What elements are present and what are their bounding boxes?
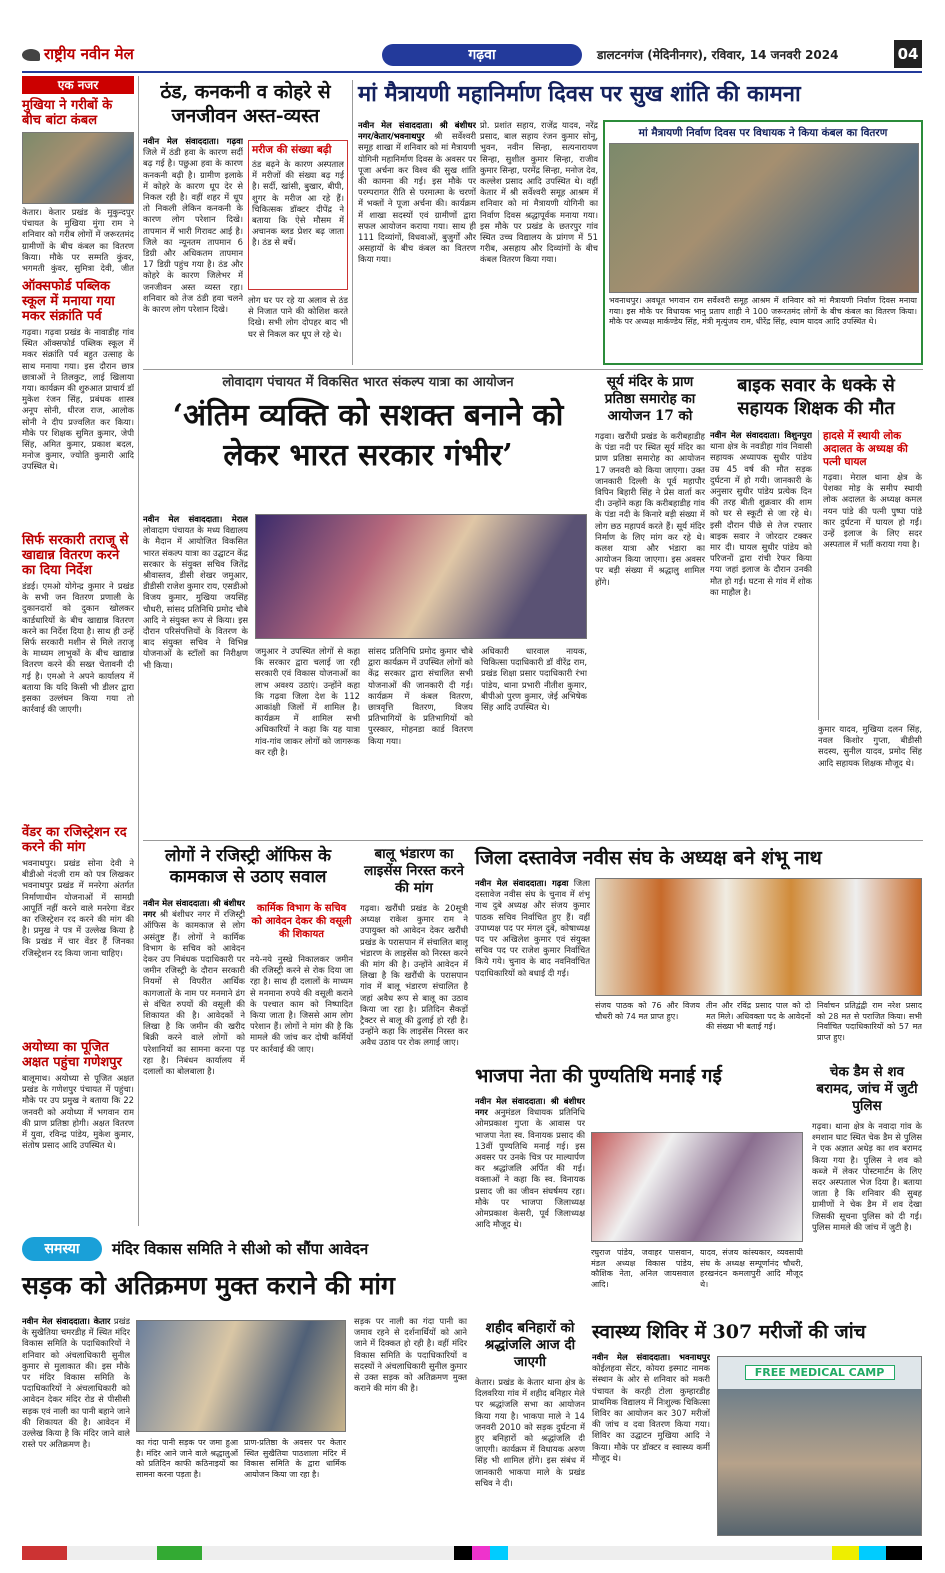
article-maitrayani-col-1 [358, 120, 476, 364]
article-bike-text [710, 430, 812, 834]
sidebar-story-4-text: भवनाथपुर। प्रखंड सोना देवी ने बीडीओ नंदजी राम को पत्र लिखकर भवनाथपुर प्रखंड में मनरेगा अंतर्गत निर्माणाधीन योजनाओं में सामग्री आपूर्ति नहीं करने वाले मनरेगा वेंडर का रजिस्ट्रेशन रद करने की मांग की है। प्रमुख ने पत्र में उल्लेख किया है कि प्रखंड में चार वेंडर हैं जिनका रजिस्ट्रेशन रद किया जाना चाहिए। [22, 858, 134, 958]
health-camp-banner: FREE MEDICAL CAMP [745, 1365, 895, 1380]
samasya-kicker: मंदिर विकास समिति ने सीओ को सौंपा आवेदन [112, 1240, 369, 1258]
article-lead-col-4: अधिकारी धारवाल नायक, चिकित्सा पदाधिकारी डॉ वीरेंद्र राम, प्रखंड शिक्षा प्रसार पदाधिकारी रंभा पांडेय, थाना प्रभारी नीतीश कुमार, बीपीओ पुरण कुमार, जेई अभिषेक सिंह आदि उपस्थित थे। [481, 646, 587, 713]
article-health-byline: नवीन मेल संवाददाता। भवनाथपुर [592, 1352, 710, 1362]
article-bjp-text [475, 1096, 585, 1314]
sidebar-story-1-text: केतार। केतार प्रखंड के मुकुन्दपुर पंचायत के मुखिया मुंगा राम ने शनिवार को गरीब लोगों में जरूरतमंद ग्रामीणों के बीच कंबल का वितरण किया। मौके पर सम्मति कुंवर, भगमती कुंवर, सुमित्रा देवी, जीत [22, 207, 134, 273]
column-divider [352, 80, 353, 365]
article-road-body: प्रखंड के सुखैतिया चमरडीह में स्थित मंदिर विकास समिति के पदाधिकारियों ने शनिवार को अंचलाधिकारी सुनील कुमार से मुलाकात की। इस मौके पर मंदिर विकास समिति के पदाधिकारियों ने अंचलाधिकारी को आवेदन देकर मंदिर रोड से पीसीसी सड़क एवं नाली का पानी बहाने जाने की शिकायत की है। आवेदन में उल्लेख किया है कि मंदिर जाने वाले रास्ते पर अतिक्रमण है। [22, 1316, 130, 1450]
article-sand-text: गढ़वा। खरौंधी प्रखंड के 20सूत्री अध्यक्ष राकेश कुमार राम ने उपायुक्त को आवेदन देकर खरौंधी प्रखंड के परासपान में संचालित बालू भंडारण के लाइसेंस को निरस्त करने की मांग की है। उन्होंने आवेदन में लिखा है कि खरौंधी के परासपान गांव में बालू भंडारण संचालित है जहां अवैध रूप से बालू का उठाव किया जा रहा है। प्रतिदिन सैकड़ों ट्रैक्टर से बालू की ढुलाई हो रही है। उन्होंने कहा कि लाइसेंस निरस्त कर अवैध उठाव पर रोक लगाई जाए। [360, 903, 468, 1048]
article-health-camp [592, 1320, 922, 1540]
article-bike-headline: बाइक सवार के धक्के से सहायक शिक्षक की मौत [737, 375, 895, 419]
article-cold-box [248, 140, 348, 290]
article-health-photo [717, 1356, 922, 1536]
article-union-byline: नवीन मेल संवाददाता। गढ़वा [475, 878, 569, 888]
article-cold-byline: नवीन मेल संवाददाता। गढ़वा [143, 136, 243, 146]
article-bike-body: थाना क्षेत्र के नवडीहा गांव निवासी सहायक अध्यापक सुधीर पांडेय उम्र 45 वर्ष की मौत सड़क दुर्घटना में हो गयी। जानकारी के अनुसार सुधीर पांडेय प्रत्येक दिन की तरह बीती शुक्रवार की शाम को घर से स्कूटी से जा रहे थे। इसी दौरान पीछे से तेज रफ्तार बाइक सवार ने जोरदार टक्कर मार दी। घायल सुधीर पांडेय को परिजनों द्वारा रांची रेफर किया गया जहां इलाज के दौरान उनकी मौत हो गई। घटना से गांव में शोक का माहौल है। [710, 441, 812, 597]
article-road-encroachment [22, 1270, 467, 1540]
sidebar-story-1-photo [22, 132, 134, 204]
masthead-rule [22, 71, 922, 73]
article-maitrayani-col-1-body: श्री सर्वेश्वरी समूह शाखा में शनिवार को मां मैत्रायणी योगिनी महानिर्माण दिवस के अवसर पर पूजा अर्चना कर विश्व की सुख शांति की कामना की गई। इस मौके पर परम्परागत रीति से परमात्मा के चरणों में भक्तों ने पूजा अर्चना की। कार्यक्रम में शाखा सदस्यों एवं ग्रामीणों द्वारा सफल आयोजन कराया गया। साथ ही 111 दिव्यांगों, विधवाओं, बुजुर्गों और असहायों के बीच कंबल का वितरण किया गया। [358, 131, 476, 265]
article-bike-byline: नवीन मेल संवाददाता। विशुनपुरा [710, 430, 812, 440]
registration-color-bar [22, 1546, 922, 1560]
article-road-caption-2: प्राण-प्रतिष्ठा के अवसर पर केतार स्थित सुखैतिया पाठशाला मंदिर में विकास समिति के द्वारा धार्मिक आयोजन किया जा रहा है। [244, 1438, 346, 1479]
sidebar-tag: एक नजर [22, 76, 134, 94]
article-lead-photo [255, 514, 587, 639]
article-checkdam-text: गढ़वा। थाना क्षेत्र के नवादा गांव के श्मशान घाट स्थित चेक डैम से पुलिस ने एक अज्ञात अधेड़ का शव बरामद किया गया है। पुलिस ने शव को कब्जे में लेकर पोस्टमार्टम के लिए सदर अस्पताल भेज दिया है। बताया जाता है कि शनिवार की सुबह ग्रामीणों ने चेक डैम में शव देखा जिसकी सूचना पुलिस को दी गई। पुलिस मामले की जांच में जुटी है। [812, 1121, 922, 1232]
article-union-photo [595, 878, 922, 996]
article-martyrs-text: केतार। प्रखंड के केतार थाना क्षेत्र के दिलवरिया गांव में शहीद बनिहार मेले पर श्रद्धांजलि सभा का आयोजन किया गया है। भाकपा माले ने 14 जनवरी 2010 को सड़क दुर्घटना में हुए बनिहारों को श्रद्धांजलि दी जाएगी। कार्यक्रम में विधायक अरुण सिंह भी शामिल होंगे। इस संबंध में जानकारी भाकपा माले के प्रखंड सचिव ने दी। [475, 1377, 585, 1488]
dateline: डालटनगंज (मेदिनीनगर), रविवार, 14 जनवरी 2024 [597, 48, 839, 62]
article-cold-box-title: मरीज की संख्या बढ़ी [252, 144, 332, 156]
sidebar-story-3-title: सिर्फ सरकारी तराजू से खाद्यान्न वितरण करने का दिया निर्देश [22, 533, 129, 578]
article-union-caption-3: निर्वाचन प्रतिद्वंद्वी राम नरेश प्रसाद को 28 मत से पराजित किया। सभी निर्वाचित पदाधिकारियों को 57 मत प्राप्त हुए। [817, 1001, 922, 1042]
sidebar-divider [138, 76, 139, 1226]
article-maitrayani [358, 80, 923, 365]
article-union-body: जिला दस्तावेज नवीस संघ के चुनाव में शंभू नाथ दुबे अध्यक्ष और संजय कुमार पाठक सचिव निर्वाचित हुए हैं। वहीं उपाध्यक्ष पद पर मंगल दुबे, कोषाध्यक्ष पद पर अखिलेश कुमार एवं संयुक्त सचिव पद पर राजेश कुमार निर्वाचित किये गये। चुनाव के बाद नवनिर्वाचित पदाधिकारियों को बधाई दी गई। [475, 878, 590, 978]
article-bjp-body: अनुमंडल विधायक प्रतिनिधि ओमप्रकाश गुप्ता के आवास पर भाजपा नेता स्व. विनायक प्रसाद की 13वीं पुण्यतिथि मनाई गई। इस अवसर पर उनके चित्र पर माल्यार्पण कर श्रद्धांजलि अर्पित की गई। वक्ताओं ने कहा कि स्व. विनायक प्रसाद जी का जीवन संघर्षमय रहा। मौके पर भाजपा जिलाध्यक्ष ओमप्रकाश केसरी, पूर्व जिलाध्यक्ष आदि मौजूद थे। [475, 1107, 585, 1230]
article-registry-byline: नवीन मेल संवाददाता। श्री बंशीधर नगर [143, 898, 245, 920]
article-surya-text: गढ़वा। खरौंधी प्रखंड के करीबहाडीह के पंडा नदी पर स्थित सूर्य मंदिर का प्राण प्रतिष्ठा समारोह का आयोजन 17 जनवरी को किया जाएगा। उक्त जानकारी दिल्ली के पूर्व महापौर विपिन बिहारी सिंह ने प्रेस वार्ता कर दी। उन्होंने कहा कि करीबहाडीह गांव के पंडा नदी के किनारे बड़ी संख्या में लोग छठ महापर्व करते हैं। सूर्य मंदिर निर्माण के लिए मांग कर रहे थे। कलश यात्रा और भंडारा का आयोजन किया जाएगा। इस अवसर पर बड़ी संख्या में श्रद्धालु शामिल होंगे। [595, 431, 705, 587]
article-bjp-caption-1: रघुराज पांडेय, जवाहर पासवान, मंडल अध्यक्ष विकास पांडेय, कौशिक नेता, अनिल जायसवाल आदि। [591, 1248, 694, 1289]
article-bike-text-2: कुमार यादव, मुखिया दलन सिंह, नवल किशोर गुप्ता, बीडीसी सदस्य, सुनील यादव, प्रमोद सिंह आदि सहायक शिक्षक मौजूद थे। [818, 724, 922, 768]
article-bjp-headline: भाजपा नेता की पुण्यतिथि मनाई गई [475, 1065, 722, 1087]
article-martyrs-headline: शहीद बनिहारों को श्रद्धांजलि आज दी जाएगी [484, 1320, 576, 1370]
page-number: 04 [894, 40, 922, 68]
article-bjp-anniversary [475, 1064, 805, 1314]
article-maitrayani-photo-box [603, 120, 923, 365]
article-sand-license [360, 846, 468, 1229]
article-bjp-photo [591, 1132, 803, 1242]
sidebar [22, 76, 134, 1226]
article-maitrayani-photo [609, 143, 919, 293]
article-document-union [475, 846, 922, 1056]
article-cold-weather [143, 80, 348, 365]
article-maitrayani-headline: मां मैत्रायणी महानिर्माण दिवस पर सुख शांति की कामना [358, 81, 801, 107]
article-bike-accident [710, 374, 922, 834]
article-bike-box [818, 430, 922, 720]
brand-logo [22, 44, 134, 64]
article-registry-text-2: नये-नये नुस्खे निकालकर जमीन की रजिस्ट्री करने से रोक दिया जा रहा है। साथ ही दलालों के माध्यम से मनमाना रुपये की वसूली कराने के पश्चात काम को निष्पादित किया जाता है। जिससे आम लोग परेशान हैं। लोगों ने मांग की है कि मामले की जांच कर दोषी कर्मियों पर कार्रवाई की जाए। [250, 954, 353, 1054]
article-martyrs [475, 1320, 585, 1540]
article-check-dam [812, 1064, 922, 1314]
article-health-headline: स्वास्थ्य शिविर में 307 मरीजों की जांच [592, 1321, 866, 1343]
sidebar-story-5-text: बालूमाथ। अयोध्या से पूजित अक्षत प्रखंड के गणेशपुर पंचायत में पहुंचा। मौके पर उप प्रमुख ने बताया कि 22 जनवरी को अयोध्या में भगवान राम की प्राण प्रतिष्ठा होगी। अक्षत वितरण में युवा, रविन्द्र पांडेय, मुकेश कुमार, संतोष प्रसाद आदि उपस्थित थे। [22, 1073, 134, 1151]
article-lead-headline: ‘अंतिम व्यक्ति को सशक्त बनाने को लेकर भारत सरकार गंभीर’ [172, 398, 564, 473]
article-registry-text [143, 898, 245, 1228]
article-surya-mandir [595, 374, 705, 834]
article-bike-box-text: गढ़वा। मेराल थाना क्षेत्र के पेशका मोड़ के समीप स्थायी लोक अदालत के अध्यक्ष कमल नयन पांडे की पत्नी पुष्पा पांडे कार दुर्घटना में घायल हो गईं। उन्हें इलाज के लिए सदर अस्पताल में भर्ती कराया गया है। [823, 472, 922, 550]
sidebar-story-2-title: ऑक्सफोर्ड पब्लिक स्कूल में मनाया गया मकर संक्रांति पर्व [22, 279, 115, 324]
article-sand-headline: बालू भंडारण का लाइसेंस निरस्त करने की मांग [364, 846, 464, 896]
article-lead-kicker: लोवादाग पंचायत में विकसित भारत संकल्प यात्रा का आयोजन [222, 375, 514, 390]
article-cold-box-text: ठंड बढ़ने के कारण अस्पताल में मरीजों की संख्या बढ़ गई है। सर्दी, खांसी, बुखार, बीपी, शुगर के मरीज आ रहे हैं। चिकित्सक डॉक्टर दीपेंद्र ने बताया कि ऐसे मौसम में अचानक ब्लड प्रेशर बढ़ जाता है। ठंड से बचें। [252, 159, 344, 248]
article-road-caption-1: का गंदा पानी सड़क पर जमा हुआ है। मंदिर आने जाने वाले श्रद्धालुओं को प्रतिदिन काफी कठिनाइयों का सामना करना पड़ता है। [136, 1438, 238, 1479]
article-road-photo [136, 1320, 346, 1432]
sidebar-story-2-text: गढ़वा। गढ़वा प्रखंड के नावाडीह गांव स्थित ऑक्सफोर्ड पब्लिक स्कूल में मकर संक्रांति पर्व बहुत उत्साह के साथ मनाया गया। इस दौरान छात्र छात्राओं ने तिलकुट, लाई खिलाया गया। कार्यक्रम की शुरुआत प्राचार्य डॉ मुकेश रंजन सिंह, प्रबंधक शास्त्र अनूप सोनी, धीरज राज, आलोक सोनी ने दीप प्रज्वलित कर किया। मौके पर शिक्षक सुमित कुमार, जेपी सिंह, अमित कुमार, प्रकाश बदल, मनोज कुमार, ज्योति कुमारी आदि उपस्थित थे। [22, 327, 134, 472]
article-checkdam-headline: चेक डैम से शव बरामद, जांच में जुटी पुलिस [816, 1064, 918, 1114]
article-bjp-caption-2: यादव, संजय कांस्यकार, व्यवसायी संघ के अध्यक्ष सम्पूर्णानंद चौधरी, हरखनंदन कमलापुरी आदि मौजूद थे। [700, 1248, 803, 1289]
article-road-text [22, 1316, 130, 1540]
article-cold-text-2: लोग घर पर रहे या अलाव से ठंड से निजात पाने की कोशिश करते दिखे। सभी लोग दोपहर बाद भी घर से निकल कर धूप ले रहे थे। [248, 295, 348, 339]
article-union-text [475, 878, 590, 1056]
article-road-headline: सड़क को अतिक्रमण मुक्त कराने की मांग [22, 1271, 395, 1300]
article-registry-body: श्री बंशीधर नगर में रजिस्ट्री ऑफिस के कामकाज से लोग असंतुष्ट हैं। लोगों ने कार्मिक विभाग के सचिव को आवेदन देकर उप निबंधक पदाधिकारी पर जमीन रजिस्ट्री के दौरान सरकारी नियमों से विपरीत आर्थिक कागजातों के नाम पर मनमाने ढंग से वंचित रुपयों की वसूली की शिकायत की है। आवेदकों ने लिखा है कि जमीन की खरीद बिक्री करने वाले लोगों को परेशानियों का सामना करना पड़ रहा है। निबंधन कार्यालय में दलालों का बोलबाला है। [143, 909, 245, 1077]
article-road-text-2: सड़क पर नाली का गंदा पानी का जमाव रहने से दर्शनार्थियों को आने जाने में दिक्कत हो रही है। वहीं मंदिर विकास समिति के पदाधिकारियों व सदस्यों ने अंचलाधिकारी सुनील कुमार से उक्त सड़क को अतिक्रमण मुक्त कराने की मांग की है। [354, 1316, 467, 1394]
article-union-caption-1: संजय पाठक को 76 और विजय चौधरी को 74 मत प्राप्त हुए। [595, 1001, 700, 1021]
article-maitrayani-col-2: प्रो. प्रशांत सहाय, राजेंद्र यादव, नरेंद्र प्रसाद, बाल सहाय रंजन कुमार सोनू, भुवन, नवीन सिन्हा, सत्यनारायण सिन्हा, सुशील कुमार सिन्हा, राजीव कुमार सिन्हा, परमेंद्र सिन्हा, मनोज देव, कल्लेश प्रसाद आदि उपस्थित थे। वहीं केतार में श्री सर्वेश्वरी समूह आश्रम में शनिवार को मां मैत्रायणी योगिनी का निर्वाण दिवस श्रद्धापूर्वक मनाया गया। इस मौके पर प्रखंड के छतरपुर गांव स्थित उच्च विद्यालय के प्रांगण में 51 गरीब, असहाय और दिव्यांगों के बीच कंबल वितरण किया गया। [480, 120, 598, 265]
article-maitrayani-byline: नवीन मेल संवाददाता। श्री बंशीधर नगर/केतार/भवनाथपुर [358, 120, 476, 142]
article-lead-col-3: सांसद प्रतिनिधि प्रमोद कुमार चौबे द्वारा कार्यक्रम में उपस्थित लोगों को केंद्र सरकार द्वारा संचालित सभी योजनाओं की जानकारी दी गई। कार्यक्रम में कंबल वितरण, छात्रवृत्ति वितरण, विजय प्रतिभागियों के प्रतिभागियों को पुरस्कार, मोहनडा कार्ड वितरण किया गया। [368, 646, 473, 746]
samasya-kicker-bar [22, 1237, 462, 1261]
article-bjp-byline: नवीन मेल संवाददाता। श्री बंशीधर नगर [475, 1096, 585, 1118]
article-union-headline: जिला दस्तावेज नवीस संघ के अध्यक्ष बने शंभू नाथ [475, 847, 822, 869]
article-bike-box-title: हादसे में स्थायी लोक अदालत के अध्यक्ष की पत्नी घायल [823, 430, 908, 468]
article-health-body: कोईलहवा सेंटर, कोयरा इस्माट नामक संस्थान के ओर से शनिवार को मकरी पंचायत के करही टोला कुम्हारडीह प्राथमिक विद्यालय में निःशुल्क चिकित्सा शिविर का आयोजन कर 307 मरीजों की जांच व दवा वितरण किया गया। शिविर का उद्घाटन मुखिया आदि ने किया। मौके पर डॉक्टर व स्वास्थ्य कर्मी मौजूद थे। [592, 1363, 710, 1463]
article-lead [143, 374, 593, 834]
sidebar-story-4-title: वेंडर का रजिस्ट्रेशन रद करने की मांग [22, 825, 127, 855]
row-rule [143, 369, 923, 370]
masthead [22, 40, 922, 70]
article-maitrayani-caption: भवनाथपुर। अवधूत भगवान राम सर्वेश्वरी समूह आश्रम में शनिवार को मां मैत्रायणी निर्वाण दिवस मनाया गया। इस मौके पर विधायक भानु प्रताप शाही ने 100 जरूरतमंद लोगों के बीच कंबल का वितरण किया। मौके पर अध्यक्ष मार्कण्डेय सिंह, मंत्री मृत्युंजय राम, धीरेंद्र सिंह, श्याम यादव आदि उपस्थित थे। [609, 296, 917, 326]
article-maitrayani-photo-title: मां मैत्रायणी निर्वाण दिवस पर विधायक ने किया कंबल का वितरण [638, 127, 888, 139]
article-lead-byline: नवीन मेल संवाददाता। मेराल [143, 514, 248, 524]
article-registry-box: कार्मिक विभाग के सचिव को आवेदन देकर की वसूली की शिकायत [251, 903, 352, 940]
brand-name: राष्ट्रीय नवीन मेल [44, 45, 134, 63]
article-cold-text [143, 136, 243, 362]
article-road-byline: नवीन मेल संवाददाता। केतार [22, 1316, 111, 1326]
article-cold-body: जिले में ठंडी हवा के कारण सर्दी बढ़ गई है। पछुआ हवा के कारण कनकनी बढ़ी है। ग्रामीण इलाके में कोहरे के कारण धूप देर से निकल रही है। वहीं शहर में धूप तो निकली लेकिन कनकनी के कारण लोग परेशान दिखे। तापमान में भारी गिरावट आई है। जिले का न्यूनतम तापमान 6 डिग्री और अधिकतम तापमान 17 डिग्री पहुंच गया है। ठंड और कोहरे के कारण जिलेभर में जनजीवन अस्त व्यस्त रहा। शनिवार को तेज ठंडी हवा चलने के कारण लोग परेशान दिखे। [143, 147, 243, 315]
section-label: गढ़वा [382, 44, 582, 66]
row-rule [143, 840, 923, 841]
article-lead-col-1-body: लोवादाग पंचायत के मध्य विद्यालय के मैदान में आयोजित विकसित भारत संकल्प यात्रा का उद्घाटन केंद्र सरकार के संयुक्त सचिव जितेंद्र श्रीवास्तव, डीसी शेखर जमुआर, डीडीसी राजेश कुमार राय, एसडीओ विजय कुमार, मुखिया जयसिंह चौधरी, सांसद प्रतिनिधि प्रमोद चौबे आदि ने संयुक्त रूप से किया। इस दौरान परिसंपत्तियों के वितरण के बाद संयुक्त सचिव ने विभिन्न योजनाओं के स्टॉलों का निरीक्षण भी किया। [143, 525, 248, 670]
sidebar-story-3-text: डंडई। एमओ योगेन्द्र कुमार ने प्रखंड के सभी जन वितरण प्रणाली के दुकानदारों को दुकान खोलकर कार्डधारियों के बीच खाद्यान्न वितरण करने का निर्देश दिया है। साथ ही उन्हें सिर्फ सरकारी मशीन से मिले तराजू के माध्यम लाभुकों के बीच खाद्यान्न वितरण करने की सख्त चेतावनी दी गई है। एमओ ने अपने कार्यालय में बताया कि यदि किसी भी डीलर द्वारा इसका उल्लंघन किया गया तो कार्रवाई की जाएगी। [22, 581, 134, 715]
article-lead-col-1 [143, 514, 248, 834]
article-lead-col-2: जमुआर ने उपस्थित लोगों से कहा कि सरकार द्वारा चलाई जा रही सरकारी एवं विकास योजनाओं का लाभ अवश्य उठाएं। उन्होंने कहा कि गढ़वा जिला देश के 112 आकांक्षी जिलों में शामिल है। कार्यक्रम में शामिल सभी अधिकारियों ने कहा कि यह यात्रा गांव-गांव जाकर लोगों को जागरूक कर रही है। [255, 646, 360, 757]
article-registry-headline: लोगों ने रजिस्ट्री ऑफिस के कामकाज से उठाए सवाल [164, 846, 331, 887]
article-cold-headline: ठंड, कनकनी व कोहरे से जनजीवन अस्त-व्यस्त [160, 81, 331, 127]
article-surya-headline: सूर्य मंदिर के प्राण प्रतिष्ठा समारोह का आयोजन 17 को [604, 374, 696, 424]
bird-logo-icon [22, 49, 40, 61]
article-health-text [592, 1352, 710, 1540]
article-registry [143, 846, 353, 1229]
article-union-caption-2: तीन और रविंद्र प्रसाद पाल को दो मत मिले। अधिवक्ता पद के आवेदनों की संख्या भी बताई गई। [706, 1001, 811, 1031]
sidebar-story-5-title: अयोध्या का पूजित अक्षत पहुंचा गणेशपुर [22, 1040, 122, 1070]
samasya-tag: समस्या [22, 1237, 102, 1261]
sidebar-story-1-title: मुखिया ने गरीबों के बीच बांटा कंबल [22, 98, 113, 128]
